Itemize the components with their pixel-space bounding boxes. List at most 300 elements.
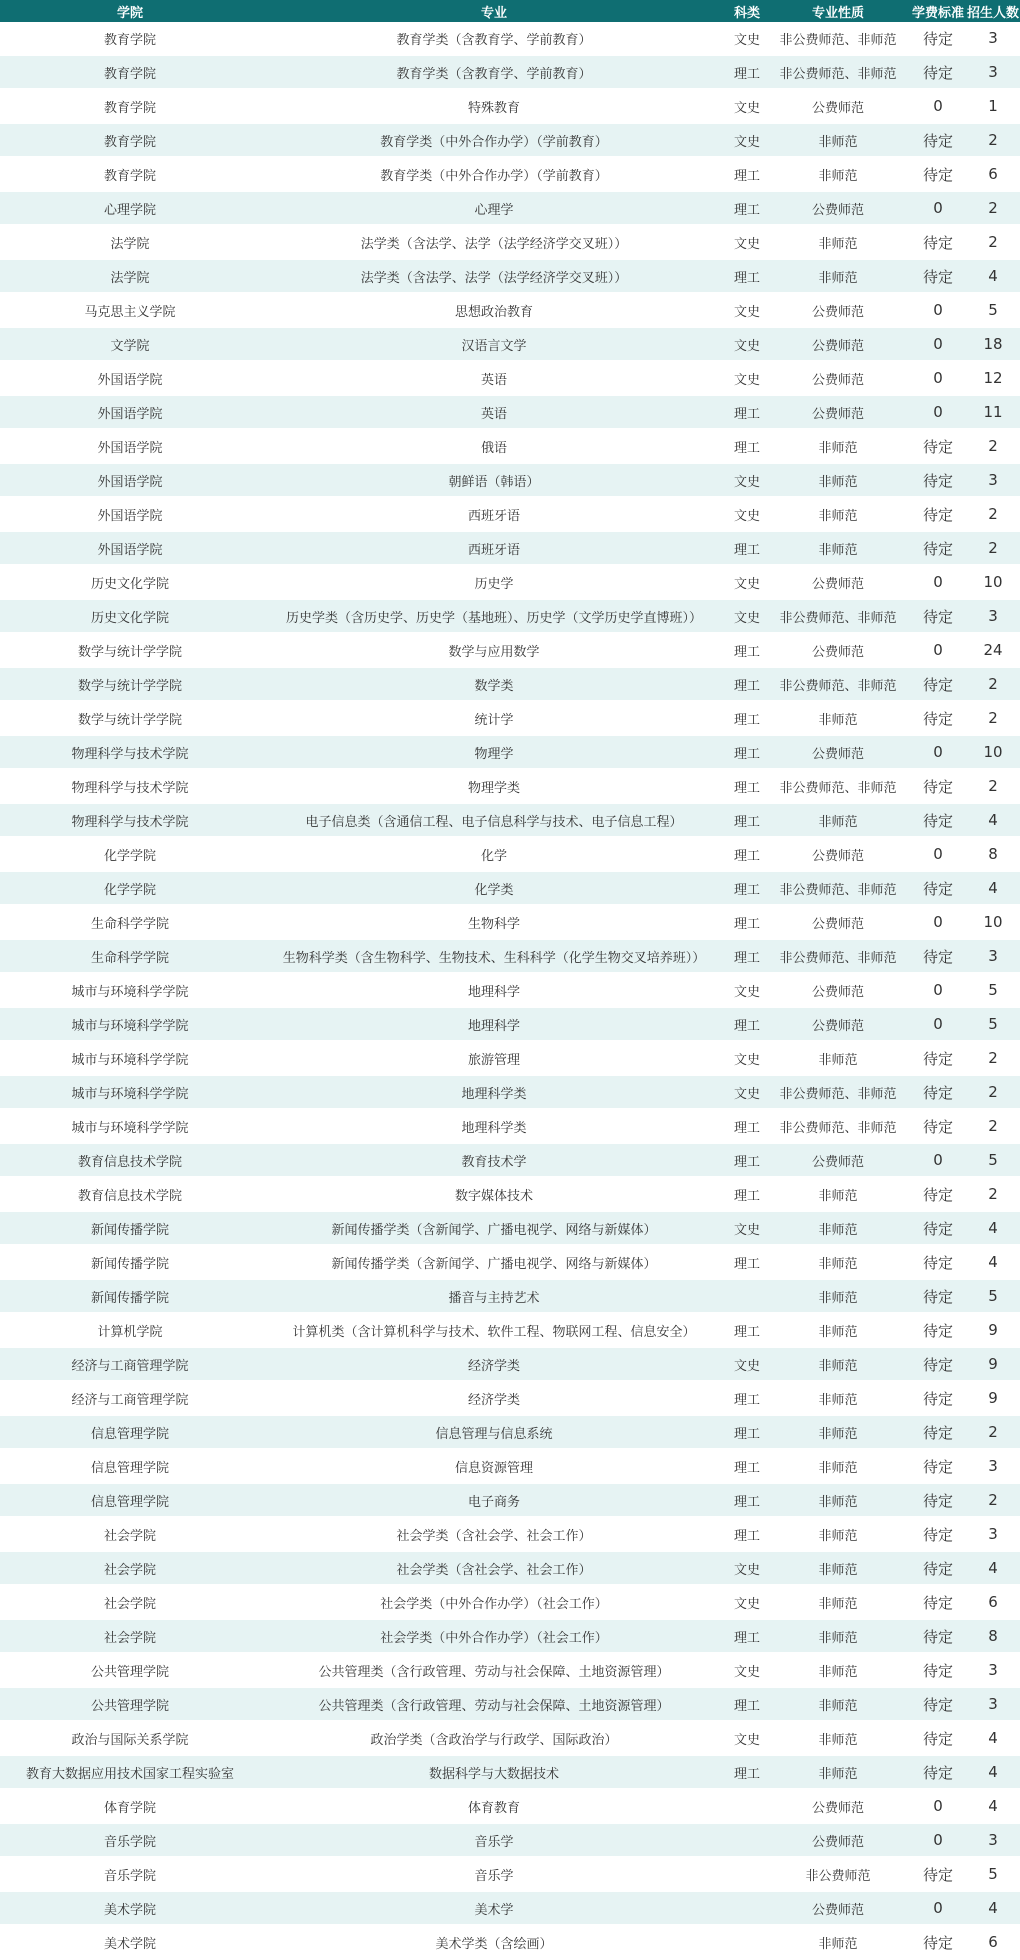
cell-college: 外国语学院 — [0, 395, 260, 429]
cell-nature: 非师范 — [766, 1517, 910, 1551]
cell-college: 美术学院 — [0, 1891, 260, 1925]
cell-enrollment: 2 — [966, 1483, 1020, 1517]
cell-college: 物理科学与技术学院 — [0, 735, 260, 769]
cell-college: 教育学院 — [0, 55, 260, 89]
cell-college: 政治与国际关系学院 — [0, 1721, 260, 1755]
cell-tuition: 待定 — [910, 225, 966, 259]
cell-college: 心理学院 — [0, 191, 260, 225]
cell-category: 理工 — [728, 1007, 766, 1041]
table-row — [0, 565, 1020, 599]
cell-tuition: 待定 — [910, 939, 966, 973]
cell-category: 文史 — [728, 89, 766, 123]
cell-college: 新闻传播学院 — [0, 1245, 260, 1279]
cell-college: 教育学院 — [0, 89, 260, 123]
cell-nature: 非公费师范、非师范 — [766, 1075, 910, 1109]
cell-major: 化学 — [260, 837, 728, 871]
cell-enrollment: 3 — [966, 1517, 1020, 1551]
cell-tuition: 0 — [910, 565, 966, 599]
cell-enrollment: 4 — [966, 1789, 1020, 1823]
table-row — [0, 599, 1020, 633]
cell-nature: 公费师范 — [766, 89, 910, 123]
cell-tuition: 待定 — [910, 157, 966, 191]
cell-major: 教育学类（含教育学、学前教育） — [260, 22, 728, 55]
cell-college: 文学院 — [0, 327, 260, 361]
cell-college: 信息管理学院 — [0, 1449, 260, 1483]
cell-enrollment: 3 — [966, 22, 1020, 55]
cell-enrollment: 2 — [966, 1041, 1020, 1075]
cell-nature: 非师范 — [766, 1279, 910, 1313]
table-row — [0, 1415, 1020, 1449]
cell-enrollment: 5 — [966, 1007, 1020, 1041]
cell-enrollment: 6 — [966, 157, 1020, 191]
cell-college: 美术学院 — [0, 1925, 260, 1959]
cell-major: 美术学类（含绘画） — [260, 1925, 728, 1959]
cell-major: 音乐学 — [260, 1857, 728, 1891]
cell-enrollment: 4 — [966, 259, 1020, 293]
cell-tuition: 0 — [910, 361, 966, 395]
table-row — [0, 1925, 1020, 1959]
cell-category: 理工 — [728, 837, 766, 871]
cell-nature: 公费师范 — [766, 633, 910, 667]
cell-enrollment: 4 — [966, 871, 1020, 905]
cell-college: 社会学院 — [0, 1585, 260, 1619]
cell-college: 城市与环境科学学院 — [0, 1075, 260, 1109]
cell-tuition: 0 — [910, 1789, 966, 1823]
cell-major: 生物科学类（含生物科学、生物技术、生科科学（化学生物交叉培养班）） — [260, 939, 728, 973]
table-row — [0, 1313, 1020, 1347]
cell-tuition: 待定 — [910, 55, 966, 89]
cell-category: 理工 — [728, 395, 766, 429]
cell-category — [728, 1925, 766, 1959]
table-row — [0, 1517, 1020, 1551]
table-row — [0, 89, 1020, 123]
cell-major: 特殊教育 — [260, 89, 728, 123]
cell-nature: 非师范 — [766, 123, 910, 157]
table-row — [0, 803, 1020, 837]
cell-nature: 非师范 — [766, 1925, 910, 1959]
cell-college: 历史文化学院 — [0, 599, 260, 633]
table-row — [0, 1177, 1020, 1211]
table-row — [0, 1789, 1020, 1823]
header-tuition: 学费标准 — [910, 0, 966, 22]
cell-nature: 非公费师范、非师范 — [766, 939, 910, 973]
cell-college: 外国语学院 — [0, 463, 260, 497]
cell-college: 教育学院 — [0, 22, 260, 55]
cell-nature: 非师范 — [766, 157, 910, 191]
cell-category: 文史 — [728, 1585, 766, 1619]
cell-category: 理工 — [728, 1245, 766, 1279]
cell-major: 数据科学与大数据技术 — [260, 1755, 728, 1789]
cell-major: 电子商务 — [260, 1483, 728, 1517]
cell-enrollment: 10 — [966, 735, 1020, 769]
table-row — [0, 1687, 1020, 1721]
cell-enrollment: 2 — [966, 123, 1020, 157]
cell-college: 数学与统计学学院 — [0, 633, 260, 667]
cell-enrollment: 6 — [966, 1585, 1020, 1619]
cell-college: 新闻传播学院 — [0, 1279, 260, 1313]
cell-tuition: 待定 — [910, 1483, 966, 1517]
cell-college: 马克思主义学院 — [0, 293, 260, 327]
cell-category: 文史 — [728, 22, 766, 55]
cell-tuition: 0 — [910, 1007, 966, 1041]
cell-tuition: 待定 — [910, 1925, 966, 1959]
cell-category: 文史 — [728, 1721, 766, 1755]
cell-category: 理工 — [728, 1381, 766, 1415]
cell-enrollment: 2 — [966, 497, 1020, 531]
cell-category — [728, 1823, 766, 1857]
cell-tuition: 待定 — [910, 1857, 966, 1891]
table-row — [0, 1891, 1020, 1925]
cell-category: 理工 — [728, 701, 766, 735]
cell-category: 文史 — [728, 463, 766, 497]
cell-tuition: 0 — [910, 973, 966, 1007]
cell-enrollment: 2 — [966, 1415, 1020, 1449]
table-row — [0, 905, 1020, 939]
cell-enrollment: 4 — [966, 803, 1020, 837]
header-nature: 专业性质 — [766, 0, 910, 22]
cell-enrollment: 3 — [966, 1823, 1020, 1857]
cell-nature: 公费师范 — [766, 1143, 910, 1177]
cell-tuition: 0 — [910, 837, 966, 871]
cell-tuition: 0 — [910, 327, 966, 361]
cell-enrollment: 12 — [966, 361, 1020, 395]
cell-nature: 公费师范 — [766, 1789, 910, 1823]
cell-category: 理工 — [728, 1109, 766, 1143]
cell-category: 理工 — [728, 1755, 766, 1789]
cell-tuition: 0 — [910, 1891, 966, 1925]
cell-major: 生物科学 — [260, 905, 728, 939]
cell-tuition: 待定 — [910, 667, 966, 701]
table-row — [0, 1721, 1020, 1755]
cell-college: 社会学院 — [0, 1551, 260, 1585]
cell-category: 理工 — [728, 633, 766, 667]
cell-major: 朝鲜语（韩语） — [260, 463, 728, 497]
cell-nature: 公费师范 — [766, 905, 910, 939]
cell-enrollment: 2 — [966, 225, 1020, 259]
table-row — [0, 1483, 1020, 1517]
cell-major: 地理科学类 — [260, 1109, 728, 1143]
cell-enrollment: 2 — [966, 1075, 1020, 1109]
cell-nature: 非公费师范、非师范 — [766, 1109, 910, 1143]
cell-tuition: 待定 — [910, 803, 966, 837]
cell-major: 旅游管理 — [260, 1041, 728, 1075]
cell-nature: 非师范 — [766, 429, 910, 463]
cell-nature: 非师范 — [766, 1551, 910, 1585]
cell-tuition: 待定 — [910, 1381, 966, 1415]
table-row — [0, 191, 1020, 225]
cell-major: 教育技术学 — [260, 1143, 728, 1177]
table-row — [0, 1041, 1020, 1075]
cell-college: 城市与环境科学学院 — [0, 1109, 260, 1143]
cell-college: 信息管理学院 — [0, 1415, 260, 1449]
cell-major: 教育学类（中外合作办学）（学前教育） — [260, 123, 728, 157]
table-row — [0, 1109, 1020, 1143]
cell-enrollment: 9 — [966, 1313, 1020, 1347]
table-row — [0, 1211, 1020, 1245]
cell-category — [728, 1279, 766, 1313]
cell-college: 法学院 — [0, 225, 260, 259]
cell-enrollment: 2 — [966, 701, 1020, 735]
cell-category: 理工 — [728, 803, 766, 837]
cell-enrollment: 4 — [966, 1891, 1020, 1925]
cell-college: 城市与环境科学学院 — [0, 1041, 260, 1075]
cell-nature: 非师范 — [766, 1041, 910, 1075]
cell-category: 理工 — [728, 939, 766, 973]
cell-major: 社会学类（中外合作办学）（社会工作） — [260, 1619, 728, 1653]
cell-nature: 非师范 — [766, 803, 910, 837]
cell-tuition: 待定 — [910, 1109, 966, 1143]
cell-category: 理工 — [728, 905, 766, 939]
cell-college: 经济与工商管理学院 — [0, 1347, 260, 1381]
table-row — [0, 1551, 1020, 1585]
cell-category: 理工 — [728, 735, 766, 769]
cell-nature: 非师范 — [766, 1483, 910, 1517]
cell-major: 数学类 — [260, 667, 728, 701]
cell-college: 信息管理学院 — [0, 1483, 260, 1517]
cell-major: 计算机类（含计算机科学与技术、软件工程、物联网工程、信息安全） — [260, 1313, 728, 1347]
cell-nature: 非师范 — [766, 497, 910, 531]
cell-enrollment: 5 — [966, 973, 1020, 1007]
table-row — [0, 531, 1020, 565]
cell-enrollment: 9 — [966, 1347, 1020, 1381]
cell-category: 文史 — [728, 1211, 766, 1245]
cell-enrollment: 4 — [966, 1721, 1020, 1755]
cell-nature: 非师范 — [766, 1619, 910, 1653]
cell-category — [728, 1857, 766, 1891]
cell-enrollment: 11 — [966, 395, 1020, 429]
cell-tuition: 待定 — [910, 1177, 966, 1211]
cell-nature: 公费师范 — [766, 973, 910, 1007]
cell-tuition: 待定 — [910, 463, 966, 497]
cell-category: 文史 — [728, 599, 766, 633]
cell-nature: 公费师范 — [766, 191, 910, 225]
cell-category: 文史 — [728, 1653, 766, 1687]
cell-category — [728, 1891, 766, 1925]
cell-major: 电子信息类（含通信工程、电子信息科学与技术、电子信息工程） — [260, 803, 728, 837]
cell-college: 社会学院 — [0, 1517, 260, 1551]
cell-college: 外国语学院 — [0, 361, 260, 395]
cell-major: 体育教育 — [260, 1789, 728, 1823]
cell-nature: 非公费师范、非师范 — [766, 667, 910, 701]
table-row — [0, 1823, 1020, 1857]
cell-tuition: 待定 — [910, 769, 966, 803]
cell-category: 理工 — [728, 1687, 766, 1721]
table-row — [0, 633, 1020, 667]
table-row — [0, 55, 1020, 89]
cell-enrollment: 2 — [966, 769, 1020, 803]
cell-category: 文史 — [728, 497, 766, 531]
cell-college: 外国语学院 — [0, 429, 260, 463]
cell-college: 社会学院 — [0, 1619, 260, 1653]
cell-major: 地理科学 — [260, 1007, 728, 1041]
cell-category: 文史 — [728, 361, 766, 395]
cell-category: 文史 — [728, 123, 766, 157]
cell-enrollment: 2 — [966, 1177, 1020, 1211]
cell-college: 物理科学与技术学院 — [0, 803, 260, 837]
cell-enrollment: 5 — [966, 1857, 1020, 1891]
cell-college: 生命科学学院 — [0, 905, 260, 939]
table-row — [0, 1381, 1020, 1415]
cell-major: 地理科学类 — [260, 1075, 728, 1109]
cell-tuition: 0 — [910, 1143, 966, 1177]
table-body — [0, 22, 1020, 1959]
cell-enrollment: 9 — [966, 1381, 1020, 1415]
cell-tuition: 0 — [910, 191, 966, 225]
cell-nature: 非师范 — [766, 225, 910, 259]
cell-college: 经济与工商管理学院 — [0, 1381, 260, 1415]
cell-tuition: 待定 — [910, 1041, 966, 1075]
cell-college: 音乐学院 — [0, 1823, 260, 1857]
table-row — [0, 123, 1020, 157]
table-row — [0, 293, 1020, 327]
cell-tuition: 待定 — [910, 701, 966, 735]
cell-major: 历史学 — [260, 565, 728, 599]
header-college: 学院 — [0, 0, 260, 22]
table-row — [0, 837, 1020, 871]
table-row — [0, 1143, 1020, 1177]
cell-major: 经济学类 — [260, 1347, 728, 1381]
table-row — [0, 259, 1020, 293]
cell-tuition: 待定 — [910, 1517, 966, 1551]
cell-tuition: 待定 — [910, 1687, 966, 1721]
cell-college: 教育大数据应用技术国家工程实验室 — [0, 1755, 260, 1789]
cell-college: 外国语学院 — [0, 531, 260, 565]
cell-college: 教育学院 — [0, 157, 260, 191]
cell-tuition: 待定 — [910, 531, 966, 565]
cell-nature: 公费师范 — [766, 395, 910, 429]
cell-category: 理工 — [728, 157, 766, 191]
cell-category: 文史 — [728, 565, 766, 599]
table-row — [0, 429, 1020, 463]
cell-enrollment: 2 — [966, 1109, 1020, 1143]
header-enrollment: 招生人数 — [966, 0, 1020, 22]
cell-college: 教育学院 — [0, 123, 260, 157]
cell-major: 公共管理类（含行政管理、劳动与社会保障、土地资源管理） — [260, 1653, 728, 1687]
cell-tuition: 待定 — [910, 1755, 966, 1789]
cell-tuition: 0 — [910, 395, 966, 429]
cell-category: 理工 — [728, 55, 766, 89]
cell-nature: 非公费师范、非师范 — [766, 22, 910, 55]
cell-tuition: 待定 — [910, 1585, 966, 1619]
table-row — [0, 1755, 1020, 1789]
cell-tuition: 待定 — [910, 1721, 966, 1755]
cell-major: 新闻传播学类（含新闻学、广播电视学、网络与新媒体） — [260, 1211, 728, 1245]
cell-nature: 公费师范 — [766, 361, 910, 395]
cell-enrollment: 8 — [966, 837, 1020, 871]
cell-category: 文史 — [728, 1551, 766, 1585]
cell-nature: 非师范 — [766, 1585, 910, 1619]
cell-tuition: 待定 — [910, 22, 966, 55]
cell-college: 数学与统计学学院 — [0, 667, 260, 701]
cell-major: 美术学 — [260, 1891, 728, 1925]
cell-category: 理工 — [728, 667, 766, 701]
cell-major: 播音与主持艺术 — [260, 1279, 728, 1313]
table-row — [0, 1279, 1020, 1313]
cell-tuition: 0 — [910, 1823, 966, 1857]
table-row — [0, 939, 1020, 973]
cell-enrollment: 3 — [966, 463, 1020, 497]
cell-nature: 公费师范 — [766, 735, 910, 769]
header-major: 专业 — [260, 0, 728, 22]
cell-nature: 非师范 — [766, 1721, 910, 1755]
cell-nature: 非师范 — [766, 1687, 910, 1721]
cell-enrollment: 4 — [966, 1755, 1020, 1789]
cell-enrollment: 4 — [966, 1211, 1020, 1245]
cell-nature: 公费师范 — [766, 293, 910, 327]
cell-nature: 公费师范 — [766, 327, 910, 361]
cell-category: 文史 — [728, 1347, 766, 1381]
cell-major: 数字媒体技术 — [260, 1177, 728, 1211]
cell-enrollment: 10 — [966, 905, 1020, 939]
cell-nature: 公费师范 — [766, 1007, 910, 1041]
table-row — [0, 361, 1020, 395]
table-row — [0, 225, 1020, 259]
cell-category: 理工 — [728, 1313, 766, 1347]
table-row — [0, 871, 1020, 905]
cell-major: 信息管理与信息系统 — [260, 1415, 728, 1449]
cell-college: 公共管理学院 — [0, 1687, 260, 1721]
cell-tuition: 待定 — [910, 1211, 966, 1245]
cell-nature: 非师范 — [766, 1653, 910, 1687]
cell-enrollment: 5 — [966, 1143, 1020, 1177]
cell-nature: 非公费师范、非师范 — [766, 769, 910, 803]
cell-tuition: 待定 — [910, 599, 966, 633]
cell-major: 社会学类（含社会学、社会工作） — [260, 1551, 728, 1585]
cell-major: 数学与应用数学 — [260, 633, 728, 667]
cell-enrollment: 5 — [966, 1279, 1020, 1313]
cell-nature: 公费师范 — [766, 1823, 910, 1857]
cell-category: 文史 — [728, 293, 766, 327]
cell-college: 历史文化学院 — [0, 565, 260, 599]
cell-enrollment: 8 — [966, 1619, 1020, 1653]
cell-nature: 非师范 — [766, 1755, 910, 1789]
cell-category: 理工 — [728, 1483, 766, 1517]
cell-major: 法学类（含法学、法学（法学经济学交叉班）） — [260, 259, 728, 293]
table-row — [0, 497, 1020, 531]
cell-category: 理工 — [728, 1449, 766, 1483]
cell-nature: 非公费师范、非师范 — [766, 55, 910, 89]
cell-nature: 非公费师范 — [766, 1857, 910, 1891]
cell-tuition: 待定 — [910, 1619, 966, 1653]
cell-major: 政治学类（含政治学与行政学、国际政治） — [260, 1721, 728, 1755]
cell-enrollment: 1 — [966, 89, 1020, 123]
cell-college: 公共管理学院 — [0, 1653, 260, 1687]
table-row — [0, 22, 1020, 55]
cell-tuition: 待定 — [910, 871, 966, 905]
cell-nature: 非师范 — [766, 1177, 910, 1211]
cell-nature: 非师范 — [766, 1245, 910, 1279]
cell-tuition: 待定 — [910, 1279, 966, 1313]
cell-tuition: 0 — [910, 633, 966, 667]
cell-college: 物理科学与技术学院 — [0, 769, 260, 803]
cell-enrollment: 2 — [966, 667, 1020, 701]
cell-major: 西班牙语 — [260, 531, 728, 565]
cell-category: 理工 — [728, 1619, 766, 1653]
cell-college: 教育信息技术学院 — [0, 1177, 260, 1211]
cell-enrollment: 4 — [966, 1551, 1020, 1585]
cell-tuition: 待定 — [910, 1653, 966, 1687]
cell-tuition: 待定 — [910, 1075, 966, 1109]
cell-category: 理工 — [728, 531, 766, 565]
cell-nature: 公费师范 — [766, 837, 910, 871]
cell-major: 历史学类（含历史学、历史学（基地班）、历史学（文学历史学直博班）） — [260, 599, 728, 633]
cell-college: 化学学院 — [0, 837, 260, 871]
cell-category: 文史 — [728, 973, 766, 1007]
table-row — [0, 327, 1020, 361]
cell-enrollment: 18 — [966, 327, 1020, 361]
table-row — [0, 769, 1020, 803]
cell-nature: 非师范 — [766, 1381, 910, 1415]
